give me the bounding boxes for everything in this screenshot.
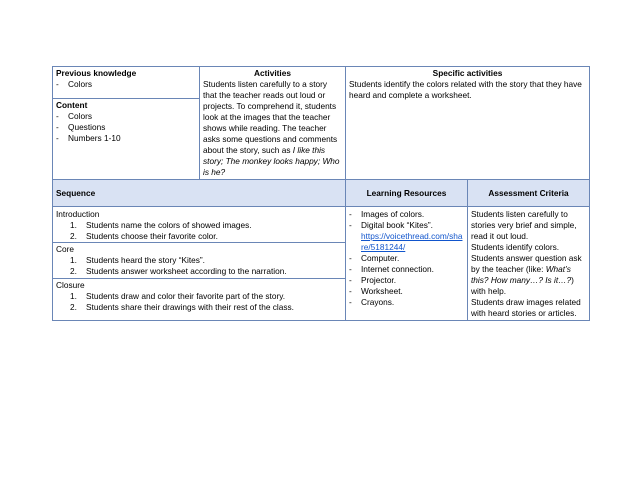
specific-activities-text: Students identify the colors related with the story that they have heard and complete a worksheet. xyxy=(349,79,582,100)
assessment-line: Students answer question ask by the teacher (like: What’s this? How many…? Is it…?) with help. xyxy=(471,253,582,296)
list-item: 1. Students heard the story “Kites”. xyxy=(70,255,205,265)
specific-activities-heading: Specific activities xyxy=(432,68,503,78)
assessment-line: Students identify colors. xyxy=(471,242,560,252)
content-item: - Colors xyxy=(56,111,92,121)
previous-knowledge-cell xyxy=(53,67,199,179)
assessment-line: Students draw images related with heard stories or articles. xyxy=(471,297,581,318)
list-item: 2. Students choose their favorite color. xyxy=(70,231,218,241)
resource-item: - Digital book “Kites”. https://voicethread.com/share/5181244/ xyxy=(349,220,463,252)
resource-item: - Images of colors. xyxy=(349,209,425,219)
core-title: Core xyxy=(56,244,74,254)
assessment-criteria-heading: Assessment Criteria xyxy=(467,180,589,206)
list-item: 1. Students draw and color their favorite part of the story. xyxy=(70,291,286,301)
list-item: 2. Students answer worksheet according to the narration. xyxy=(70,266,287,276)
introduction-title: Introduction xyxy=(56,209,100,219)
assessment-criteria-cell xyxy=(467,207,589,320)
activities-heading: Activities xyxy=(254,68,291,78)
resource-item: - Crayons. xyxy=(349,297,395,307)
list-item: 1. Students name the colors of showed images. xyxy=(70,220,252,230)
closure-block xyxy=(53,278,345,314)
learning-resources-cell xyxy=(345,207,467,320)
previous-knowledge-heading: Previous knowledge xyxy=(56,68,137,78)
activities-text: Students listen carefully to a story that the teacher reads out loud or projects. To comprehend it, students look at the images that the teacher shows while reading. The teacher asks some questions and comments about the story, such as I like this story; The monkey looks happy; Who is he? xyxy=(203,79,340,177)
previous-knowledge-item: - Colors xyxy=(56,79,92,89)
sequence-cell xyxy=(53,207,345,320)
lesson-plan-table xyxy=(52,66,590,321)
content-heading: Content xyxy=(56,100,88,110)
resource-item: - Computer. xyxy=(349,253,400,263)
content-item: - Questions xyxy=(56,122,106,132)
list-item: 2. Students share their drawings with their rest of the class. xyxy=(70,302,294,312)
resource-item: - Internet connection. xyxy=(349,264,434,274)
closure-title: Closure xyxy=(56,280,85,290)
resource-item: - Projector. xyxy=(349,275,397,285)
detail-row xyxy=(53,206,589,320)
assessment-line: Students listen carefully to stories very brief and simple, read it out loud. xyxy=(471,209,577,241)
sequence-heading: Sequence xyxy=(56,187,96,198)
voicethread-link[interactable]: https://voicethread.com/share/5181244/ xyxy=(361,231,463,252)
activities-cell xyxy=(199,67,345,179)
specific-activities-cell xyxy=(345,67,589,179)
content-item: - Numbers 1-10 xyxy=(56,133,121,143)
knowledge-row xyxy=(53,67,589,179)
learning-resources-heading: Learning Resources xyxy=(345,180,467,206)
content-block xyxy=(53,98,199,145)
resource-item: - Worksheet. xyxy=(349,286,403,296)
core-block xyxy=(53,242,345,278)
section-header-row xyxy=(53,179,589,206)
